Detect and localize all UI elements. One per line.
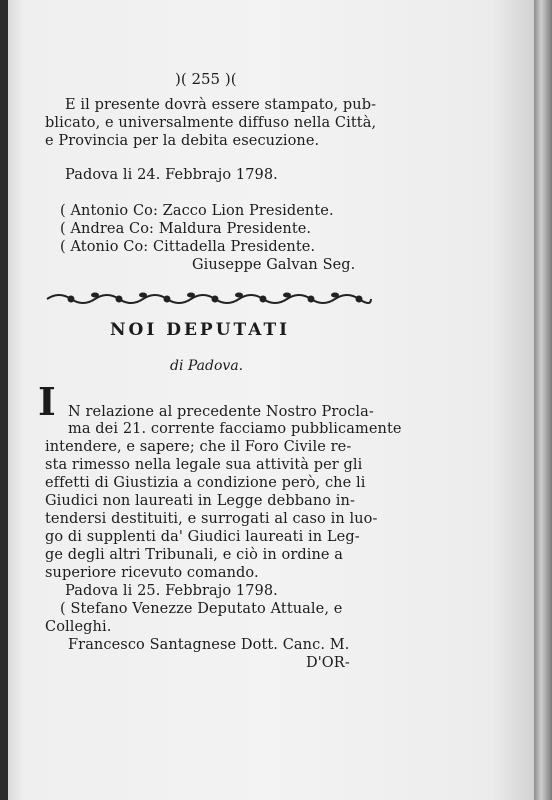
- ornamental-divider: [45, 289, 373, 309]
- body-line: superiore ricevuto comando.: [45, 565, 259, 581]
- date-line: Padova li 25. Febbrajo 1798.: [65, 583, 278, 599]
- section-subheading: di Padova.: [170, 358, 244, 374]
- body-line: ge degli altri Tribunali, e ciò in ordine a: [45, 547, 344, 563]
- secretary: Giuseppe Galvan Seg.: [192, 257, 356, 273]
- catchword: D'OR-: [306, 655, 350, 671]
- date-line: Padova li 24. Febbrajo 1798.: [65, 167, 278, 183]
- section-heading: NOI DEPUTATI: [110, 320, 291, 340]
- body-line: intendere, e sapere; che il Foro Civile re-: [45, 439, 352, 455]
- drop-cap: I: [38, 379, 56, 424]
- body-line: tendersi destituiti, e surrogati al caso in luo-: [45, 511, 378, 527]
- signatory: ( Andrea Co: Maldura Presidente.: [60, 221, 312, 237]
- body-line: effetti di Giustizia a condizione però, che li: [45, 475, 366, 491]
- body-line: ma dei 21. corrente facciamo pubblicamente: [68, 421, 402, 437]
- top-paragraph-line: E il presente dovrà essere stampato, pub-: [65, 97, 377, 113]
- signatory: Colleghi.: [45, 619, 112, 635]
- body-line: N relazione al precedente Nostro Procla-: [68, 404, 374, 420]
- page-number: )( 255 )(: [175, 70, 237, 88]
- top-paragraph-line: blicato, e universalmente diffuso nella Città,: [45, 115, 377, 131]
- signatory: ( Atonio Co: Cittadella Presidente.: [60, 239, 316, 255]
- top-paragraph-line: e Provincia per la debita esecuzione.: [45, 133, 320, 149]
- page-edge: [534, 0, 552, 800]
- body-line: go di supplenti da' Giudici laureati in Leg-: [45, 529, 360, 545]
- body-line: Giudici non laureati in Legge debbano in-: [45, 493, 355, 509]
- signatory: ( Stefano Venezze Deputato Attuale, e: [60, 601, 343, 617]
- signatory: ( Antonio Co: Zacco Lion Presidente.: [60, 203, 334, 219]
- body-line: sta rimesso nella legale sua attività per gli: [45, 457, 363, 473]
- chancellor: Francesco Santagnese Dott. Canc. M.: [68, 637, 350, 653]
- left-edge: [0, 0, 8, 800]
